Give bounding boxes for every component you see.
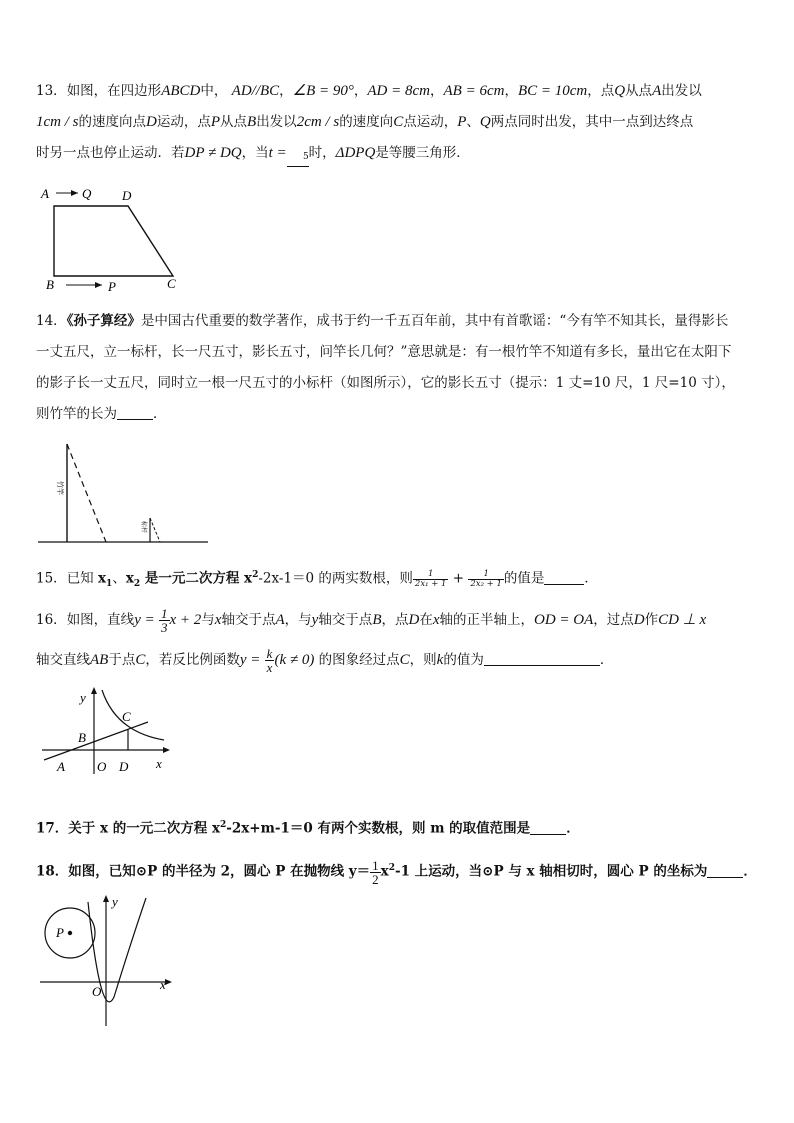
answer-blank[interactable]: [530, 820, 566, 835]
label-D: D: [119, 759, 129, 774]
q18-number: 18．: [36, 863, 69, 880]
label-C: C: [167, 276, 176, 291]
question-17: 17．关于 x 的一元二次方程 $x^2-2x+m-1=0$ 有两个实数根，则 m 的取值范围是 ．: [36, 820, 580, 837]
q14-shadow-figure: [36, 434, 226, 548]
fraction-k-over-x: $\frac{k}{x}$: [266, 646, 273, 675]
label-C: C: [122, 709, 131, 724]
label-A: A: [41, 186, 49, 201]
label-bamboo-pole: 竹竿: [56, 481, 64, 495]
label-y-axis: y: [112, 894, 118, 909]
answer-blank[interactable]: 5: [287, 152, 309, 167]
label-marker-stick: 标杆: [140, 521, 147, 534]
q16-number: 16．: [36, 612, 67, 628]
question-15: 15．已知 $x_1$、$x_2$ 是一元二次方程 $x^2-2x-1=0$ 的两实数根，则 $\frac{1}{\text{2x₁ + 1}}$ + $\frac{1}{\text{2x₂ + 1}}$ 的值是 ．: [36, 569, 598, 590]
label-P: P: [56, 925, 64, 940]
fraction-one-half: $\frac{1}{2}$: [372, 857, 379, 887]
question-13: 13．如图，在四边形ABCD中， AD//BC，∠B = 90°，AD = 8cm，AB = 6cm，BC = 10cm，点Q从点A出发以 1cm / s的速度向点D运动，点P从点B出发以2cm / s的速度向C点运动，P、Q两点同时出发，其中一点到达终点 时另一点也停止运动．若DP ≠ DQ，当t = 5时，ΔDPQ是等腰三角形．: [36, 76, 758, 169]
q13-trapezoid-figure: [36, 184, 196, 296]
q14-number: 14．: [36, 313, 67, 329]
label-y-axis: y: [80, 690, 86, 705]
label-P: P: [108, 279, 116, 294]
question-14: 14．《孙子算经》是中国古代重要的数学著作，成书于约一千五百年前，其中有首歌谣：“今有竿不知其长，量得影长 一丈五尺，立一标杆，长一尺五寸，影长五寸，问竿长几何？”意思就是：有一根竹竿不知道有多长，量出它在太阳下 的影子长一丈五尺，同时立一根一尺五寸的小标杆（如图所示），它的影长五寸（提示：1 丈=10 尺，1 尺=10 寸）， 则竹竿的长为 ．: [36, 313, 735, 422]
fraction-2: $\frac{1}{\text{2x₂ + 1}}$: [470, 569, 502, 589]
label-x-axis: x: [160, 977, 166, 992]
answer-blank[interactable]: [117, 405, 153, 420]
question-18: 18．如图，已知⊙P 的半径为 2，圆心 P 在抛物线 y＝ $\frac{1}{2}$ $x^2-1$ 上运动，当⊙P 与 x 轴相切时，圆心 P 的坐标为 ．: [36, 857, 757, 887]
label-Q: Q: [82, 186, 92, 201]
fraction-1: $\frac{1}{\text{2x₁ + 1}}$: [414, 569, 447, 589]
q13-number: 13．: [36, 83, 67, 99]
fraction-one-third: $\frac{1}{3}$: [161, 606, 168, 635]
question-16: 16．如图，直线y = $\frac{1}{3}$ x + 2与x轴交于点A，与y轴交于点B，点D在x轴的正半轴上，OD = OA，过点D作CD ⊥ x 轴交直线AB于点C，若反比例函数y = $\frac{k}{x}$ (k ≠ 0) 的图象经过点C，则k的值为 ．: [36, 606, 707, 675]
label-B: B: [78, 730, 86, 745]
q17-number: 17．: [36, 820, 69, 837]
q16-graph-figure: [36, 684, 176, 780]
label-O: O: [97, 759, 107, 774]
label-B: B: [46, 277, 54, 292]
answer-blank[interactable]: [707, 863, 743, 878]
label-D: D: [122, 188, 132, 203]
label-O: O: [92, 984, 102, 999]
q18-parabola-figure: [36, 892, 176, 1032]
answer-blank[interactable]: [544, 570, 584, 585]
answer-blank[interactable]: [484, 651, 600, 666]
q15-number: 15．: [36, 570, 67, 587]
label-A: A: [57, 759, 65, 774]
label-x-axis: x: [156, 756, 162, 771]
